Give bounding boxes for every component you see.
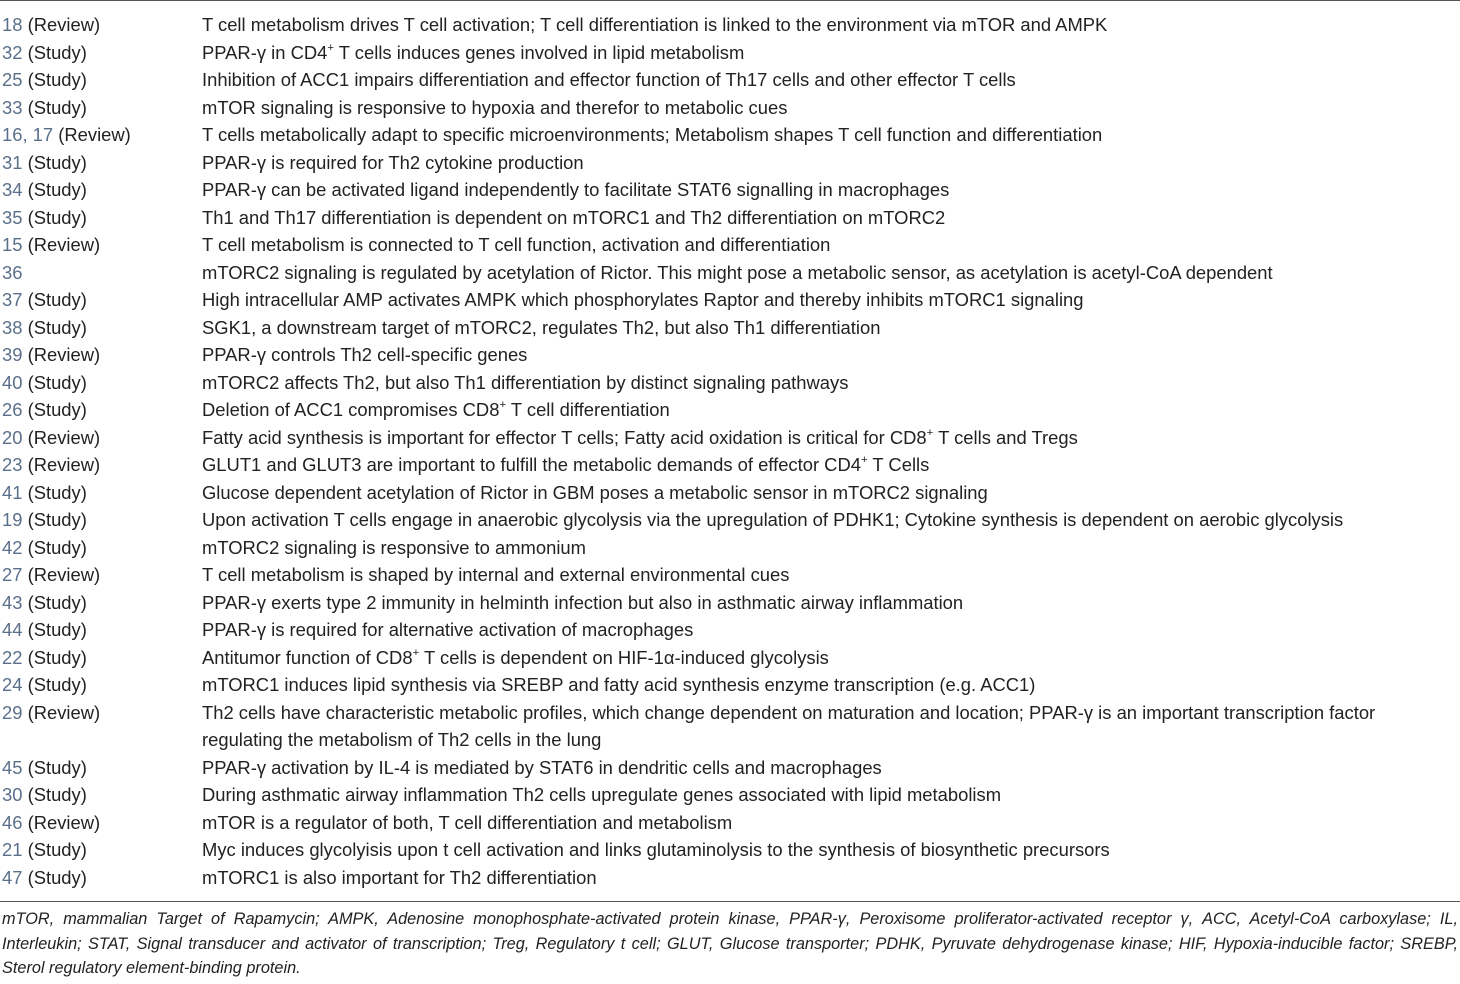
superscript: + (412, 646, 420, 659)
description-text: T cell metabolism drives T cell activation; T cell differentiation is linked to the environment via mTOR and AMPK (202, 14, 1108, 35)
reference-cell (0, 616, 202, 644)
finding-description (202, 506, 1460, 534)
reference-type: (Study) (22, 839, 87, 860)
reference-type: (Study) (22, 481, 87, 503)
superscript: + (860, 454, 868, 467)
reference-cell (0, 11, 202, 39)
description-text: Fatty acid synthesis is important for effector T cells; Fatty acid oxidation is critical for CD8 (202, 426, 927, 448)
table-row (0, 451, 1460, 479)
description-text: T cell differentiation (506, 399, 670, 420)
reference-cell (0, 479, 202, 507)
description-text: mTORC1 is also important for Th2 differentiation (202, 866, 597, 888)
finding-description (202, 534, 1460, 562)
table-row (0, 341, 1460, 369)
superscript: + (499, 399, 507, 412)
reference-cell (0, 39, 202, 67)
description-text: mTORC2 signaling is regulated by acetylation of Rictor. This might pose a metabolic sensor, as acetylation is acetyl-CoA dependent (202, 261, 1273, 283)
reference-number-link[interactable]: 37 (2, 289, 23, 310)
reference-type: (Study) (22, 866, 87, 888)
reference-cell (0, 671, 202, 699)
superscript: + (327, 41, 335, 54)
reference-cell (0, 286, 202, 314)
description-text: T cells and Tregs (933, 426, 1078, 448)
finding-description (202, 561, 1460, 589)
reference-number-link[interactable]: 44 (2, 619, 23, 640)
finding-description (202, 616, 1460, 644)
reference-cell (0, 94, 202, 122)
finding-description (202, 809, 1460, 837)
reference-type: (Study) (22, 619, 87, 640)
reference-number-link[interactable]: 20 (2, 426, 23, 448)
table-footnote: mTOR, mammalian Target of Rapamycin; AMPK, Adenosine monophosphate-activated protein kinase, PPAR-γ, Peroxisome proliferator-activated receptor γ, ACC, Acetyl-CoA carboxylase; IL, Interleukin; STAT, Signal transducer and activator of transcription; Treg, Regulatory t cell; GLUT, Glucose transporter; PDHK, Pyruvate dehydrogenase kinase; HIF, Hypoxia-inducible factor; SREBP, Sterol regulatory element-binding protein. (2, 910, 1458, 977)
description-text: T cells induces genes involved in lipid metabolism (334, 41, 745, 63)
reference-cell (0, 149, 202, 177)
description-text: PPAR-γ is required for Th2 cytokine production (202, 151, 584, 173)
reference-cell (0, 451, 202, 479)
finding-description (202, 231, 1460, 259)
reference-type: (Review) (22, 344, 101, 365)
reference-number-link[interactable]: 45 (2, 756, 23, 778)
description-text: High intracellular AMP activates AMPK which phosphorylates Raptor and thereby inhibits mTORC1 signaling (202, 289, 1084, 310)
reference-type: (Study) (22, 591, 87, 613)
reference-number-link[interactable]: 36 (2, 261, 23, 283)
reference-type: (Study) (22, 399, 87, 420)
reference-number-link[interactable]: 19 (2, 509, 23, 530)
reference-cell (0, 341, 202, 369)
reference-cell (0, 176, 202, 204)
reference-cell (0, 864, 202, 892)
reference-type: (Review) (22, 811, 101, 833)
table-row (0, 589, 1460, 617)
finding-description (202, 314, 1460, 342)
description-text: T cell metabolism is connected to T cell function, activation and differentiation (202, 234, 831, 255)
reference-type: (Study) (22, 316, 87, 338)
reference-number-link[interactable]: 41 (2, 481, 23, 503)
reference-type: (Study) (22, 371, 87, 393)
reference-number-link[interactable]: 16, 17 (2, 124, 54, 145)
reference-type: (Study) (22, 179, 87, 200)
description-text: PPAR-γ is required for alternative activation of macrophages (202, 619, 694, 640)
reference-cell (0, 809, 202, 837)
reference-type: (Study) (22, 674, 87, 695)
description-text: GLUT1 and GLUT3 are important to fulfill the metabolic demands of effector CD4 (202, 454, 861, 475)
description-text: Th1 and Th17 differentiation is dependent on mTORC1 and Th2 differentiation on mTORC2 (202, 206, 946, 228)
finding-description (202, 39, 1460, 67)
reference-cell (0, 204, 202, 232)
reference-type: (Study) (22, 536, 87, 558)
reference-cell (0, 561, 202, 589)
reference-type: (Study) (22, 96, 87, 118)
finding-description (202, 121, 1460, 149)
description-text: mTOR is a regulator of both, T cell differentiation and metabolism (202, 811, 733, 833)
superscript: + (926, 426, 934, 439)
reference-type: (Study) (22, 69, 87, 90)
table-row (0, 94, 1460, 122)
reference-cell (0, 314, 202, 342)
table-row (0, 809, 1460, 837)
table-row (0, 369, 1460, 397)
reference-number-link[interactable]: 43 (2, 591, 23, 613)
reference-cell (0, 699, 202, 754)
reference-cell (0, 836, 202, 864)
table-row (0, 176, 1460, 204)
reference-cell (0, 534, 202, 562)
finding-description (202, 396, 1460, 424)
table-row (0, 671, 1460, 699)
finding-description (202, 451, 1460, 479)
table-row (0, 424, 1460, 452)
table-row (0, 506, 1460, 534)
description-text: Th2 cells have characteristic metabolic profiles, which change dependent on maturation and location; PPAR-γ is an important transcription factor regulating the metabolism of Th2 cells in the lung (202, 701, 1376, 750)
reference-type: (Study) (22, 756, 87, 778)
finding-description (202, 369, 1460, 397)
description-text: PPAR-γ can be activated ligand independently to facilitate STAT6 signalling in macrophages (202, 179, 950, 200)
reference-number-link[interactable]: 21 (2, 839, 23, 860)
reference-number-link[interactable]: 32 (2, 41, 23, 63)
reference-type: (Study) (22, 784, 87, 805)
reference-type: (Study) (22, 151, 87, 173)
table-row (0, 864, 1460, 892)
description-text: Deletion of ACC1 compromises CD8 (202, 399, 500, 420)
reference-number-link[interactable]: 35 (2, 206, 23, 228)
description-text: Glucose dependent acetylation of Rictor in GBM poses a metabolic sensor in mTORC2 signaling (202, 481, 988, 503)
reference-cell (0, 231, 202, 259)
table-bottom-rule (0, 901, 1460, 902)
description-text: Inhibition of ACC1 impairs differentiation and effector function of Th17 cells and other effector T cells (202, 69, 1016, 90)
reference-type: (Review) (22, 426, 101, 448)
description-text: T cells metabolically adapt to specific microenvironments; Metabolism shapes T cell function and differentiation (202, 124, 1103, 145)
table-row (0, 396, 1460, 424)
description-text: PPAR-γ in CD4 (202, 41, 328, 63)
reference-number-link[interactable]: 15 (2, 234, 23, 255)
finding-description (202, 424, 1460, 452)
finding-description (202, 699, 1460, 754)
table-row (0, 204, 1460, 232)
table-row (0, 149, 1460, 177)
finding-description (202, 754, 1460, 782)
table-row (0, 781, 1460, 809)
reference-cell (0, 66, 202, 94)
table-row (0, 259, 1460, 287)
finding-description (202, 479, 1460, 507)
description-text: mTOR signaling is responsive to hypoxia and therefor to metabolic cues (202, 96, 788, 118)
description-text: SGK1, a downstream target of mTORC2, regulates Th2, but also Th1 differentiation (202, 316, 881, 338)
finding-description (202, 644, 1460, 672)
reference-number-link[interactable]: 31 (2, 151, 23, 173)
table-row (0, 11, 1460, 39)
finding-description (202, 671, 1460, 699)
description-text: Myc induces glycolyisis upon t cell activation and links glutaminolysis to the synthesis of biosynthetic precursors (202, 839, 1110, 860)
reference-cell (0, 424, 202, 452)
finding-description (202, 589, 1460, 617)
reference-number-link[interactable]: 30 (2, 784, 23, 805)
table-row (0, 561, 1460, 589)
finding-description (202, 864, 1460, 892)
reference-type: (Review) (22, 454, 101, 475)
finding-description (202, 94, 1460, 122)
table-row (0, 286, 1460, 314)
table-top-rule (0, 0, 1460, 1)
table-row (0, 699, 1460, 754)
reference-cell (0, 644, 202, 672)
table-row (0, 616, 1460, 644)
reference-cell (0, 781, 202, 809)
reference-type: (Review) (22, 564, 101, 585)
table-row (0, 836, 1460, 864)
table-row (0, 754, 1460, 782)
description-text: PPAR-γ activation by IL-4 is mediated by STAT6 in dendritic cells and macrophages (202, 756, 882, 778)
description-text: T cell metabolism is shaped by internal and external environmental cues (202, 564, 790, 585)
description-text: During asthmatic airway inflammation Th2 cells upregulate genes associated with lipid metabolism (202, 784, 1002, 805)
reference-number-link[interactable]: 18 (2, 14, 23, 35)
table-row (0, 479, 1460, 507)
table-row (0, 534, 1460, 562)
reference-number-link[interactable]: 26 (2, 399, 23, 420)
finding-description (202, 66, 1460, 94)
reference-number-link[interactable]: 33 (2, 96, 23, 118)
reference-type: (Review) (22, 701, 101, 723)
reference-number-link[interactable]: 25 (2, 69, 23, 90)
reference-number-link[interactable]: 23 (2, 454, 23, 475)
reference-number-link[interactable]: 38 (2, 316, 23, 338)
finding-description (202, 286, 1460, 314)
description-text: mTORC2 affects Th2, but also Th1 differentiation by distinct signaling pathways (202, 371, 849, 393)
reference-type: (Study) (22, 289, 87, 310)
finding-description (202, 204, 1460, 232)
description-text: mTORC2 signaling is responsive to ammonium (202, 536, 586, 558)
reference-cell (0, 506, 202, 534)
description-text: PPAR-γ controls Th2 cell-specific genes (202, 344, 528, 365)
description-text: mTORC1 induces lipid synthesis via SREBP and fatty acid synthesis enzyme transcription (e.g. ACC1) (202, 674, 1036, 695)
description-text: Upon activation T cells engage in anaerobic glycolysis via the upregulation of PDHK1; Cytokine synthesis is dependent on aerobic glycolysis (202, 509, 1344, 530)
reference-cell (0, 369, 202, 397)
reference-type: (Review) (53, 124, 131, 145)
finding-description (202, 781, 1460, 809)
reference-cell (0, 589, 202, 617)
table-row (0, 314, 1460, 342)
reference-cell (0, 121, 202, 149)
finding-description (202, 259, 1460, 287)
reference-number-link[interactable]: 46 (2, 811, 23, 833)
table-row (0, 66, 1460, 94)
description-text: PPAR-γ exerts type 2 immunity in helminth infection but also in asthmatic airway inflammation (202, 591, 964, 613)
finding-description (202, 836, 1460, 864)
table-row (0, 644, 1460, 672)
reference-number-link[interactable]: 22 (2, 646, 23, 668)
reference-number-link[interactable]: 42 (2, 536, 23, 558)
reference-type: (Review) (22, 234, 101, 255)
reference-cell (0, 259, 202, 287)
reference-number-link[interactable]: 24 (2, 674, 23, 695)
finding-description (202, 149, 1460, 177)
reference-number-link[interactable]: 34 (2, 179, 23, 200)
reference-number-link[interactable]: 39 (2, 344, 23, 365)
reference-type: (Study) (22, 646, 87, 668)
finding-description (202, 176, 1460, 204)
reference-type: (Review) (22, 14, 101, 35)
description-text: T Cells (867, 454, 930, 475)
reference-number-link[interactable]: 40 (2, 371, 23, 393)
table-row (0, 231, 1460, 259)
reference-number-link[interactable]: 29 (2, 701, 23, 723)
reference-type: (Study) (22, 41, 87, 63)
reference-cell (0, 396, 202, 424)
finding-description (202, 341, 1460, 369)
reference-type: (Study) (22, 509, 87, 530)
finding-description (202, 11, 1460, 39)
description-text: T cells is dependent on HIF-1α-induced glycolysis (419, 646, 829, 668)
description-text: Antitumor function of CD8 (202, 646, 413, 668)
table-row (0, 121, 1460, 149)
table-row (0, 39, 1460, 67)
reference-number-link[interactable]: 47 (2, 866, 23, 888)
reference-table (0, 11, 1460, 891)
reference-type: (Study) (22, 206, 87, 228)
reference-number-link[interactable]: 27 (2, 564, 23, 585)
reference-cell (0, 754, 202, 782)
